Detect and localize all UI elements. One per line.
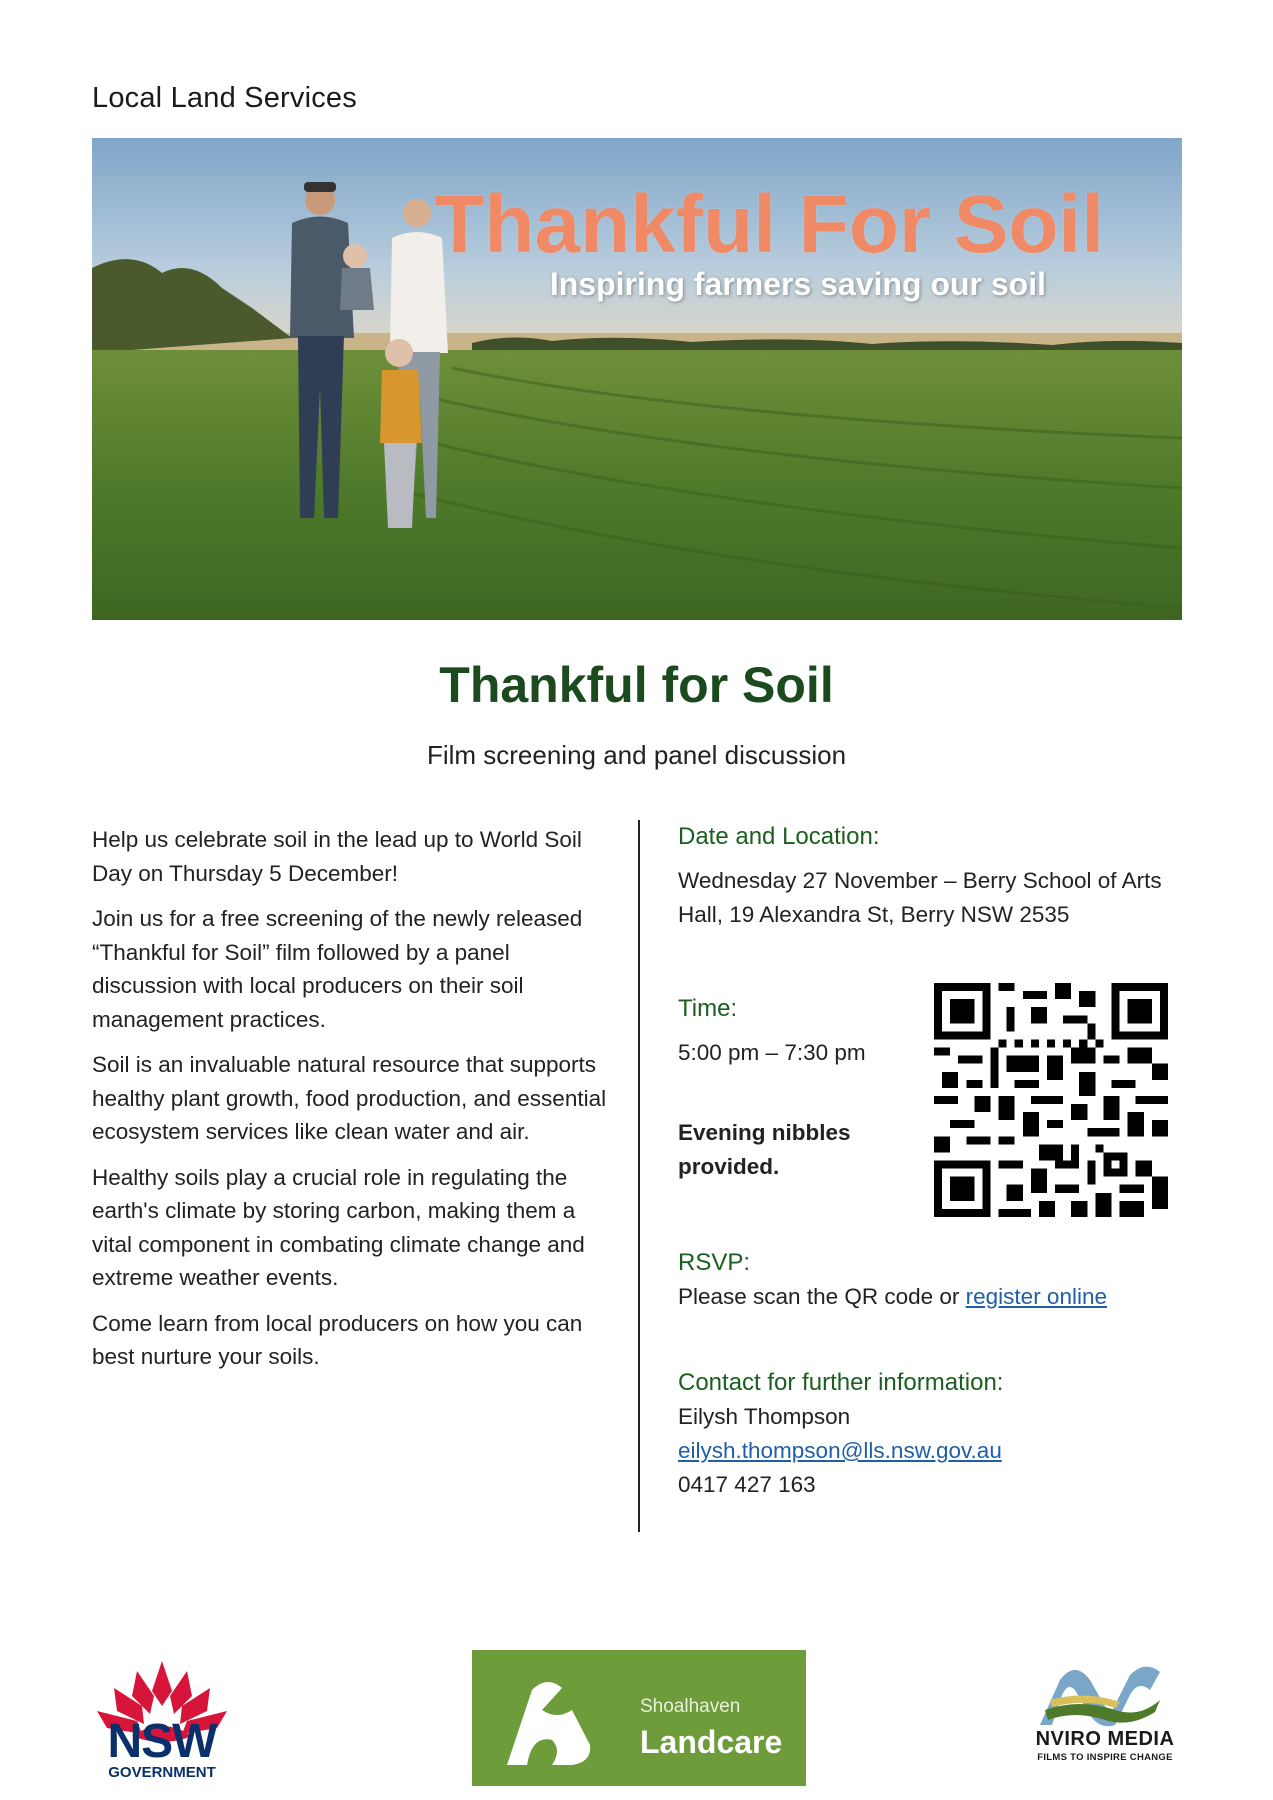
- contact-name: Eilysh Thompson: [678, 1404, 851, 1429]
- contact-heading: Contact for further information:: [678, 1369, 1004, 1396]
- column-divider: [638, 820, 640, 1532]
- nsw-government-text: GOVERNMENT: [108, 1764, 216, 1781]
- time-heading: Time:: [678, 995, 738, 1022]
- paragraph: Soil is an invaluable natural resource that supports healthy plant growth, food production, and essential ecosystem services like clean water and air.: [92, 1052, 607, 1144]
- nsw-logo-text: NSW: [107, 1715, 217, 1768]
- date-heading: Date and Location:: [678, 823, 880, 850]
- nviro-media-name: NVIRO MEDIA: [1035, 1728, 1175, 1750]
- contact-phone: 0417 427 163: [678, 1472, 816, 1497]
- hero-banner: [92, 138, 1182, 620]
- contact-email-link[interactable]: eilysh.thompson@lls.nsw.gov.au: [678, 1438, 1002, 1463]
- description-column: [92, 823, 612, 1386]
- rsvp-instruction: Please scan the QR code or: [678, 1284, 966, 1309]
- organisation-name: Local Land Services: [92, 82, 357, 114]
- date-location-text: Wednesday 27 November – Berry School of Arts Hall, 19 Alexandra St, Berry NSW 2535: [678, 868, 1162, 927]
- rsvp-text: [678, 1280, 1198, 1314]
- paragraph: Come learn from local producers on how you can best nurture your soils.: [92, 1310, 583, 1369]
- paragraph: Join us for a free screening of the newly released “Thankful for Soil” film followed by a panel discussion with local producers on their soil management practices.: [92, 906, 583, 1032]
- nviro-media-tagline: FILMS TO INSPIRE CHANGE: [1037, 1752, 1173, 1763]
- register-online-link[interactable]: register online: [965, 1284, 1107, 1309]
- paragraph: Healthy soils play a crucial role in regulating the earth's climate by storing carbon, making them a vital component in combating climate change and extreme weather events.: [92, 1164, 585, 1290]
- landcare-hands-icon: [472, 1650, 622, 1786]
- event-subtitle: Film screening and panel discussion: [426, 740, 847, 770]
- hero-subtitle: Inspiring farmers saving our soil: [549, 266, 1046, 302]
- paragraph: Help us celebrate soil in the lead up to World Soil Day on Thursday 5 December!: [92, 827, 582, 886]
- landcare-title: Landcare: [640, 1724, 783, 1760]
- landcare-subtitle: Shoalhaven: [640, 1696, 741, 1717]
- event-title: Thankful for Soil: [439, 657, 834, 713]
- nviro-media-icon: [1030, 1660, 1170, 1730]
- time-text: 5:00 pm – 7:30 pm: [678, 1040, 866, 1065]
- rsvp-heading: RSVP:: [678, 1249, 751, 1276]
- rsvp-qr-code[interactable]: [934, 983, 1168, 1217]
- nibbles-note: Evening nibbles provided.: [678, 1120, 851, 1179]
- shoalhaven-landcare-logo: [472, 1650, 806, 1786]
- hero-title: Thankful For Soil: [434, 179, 1104, 270]
